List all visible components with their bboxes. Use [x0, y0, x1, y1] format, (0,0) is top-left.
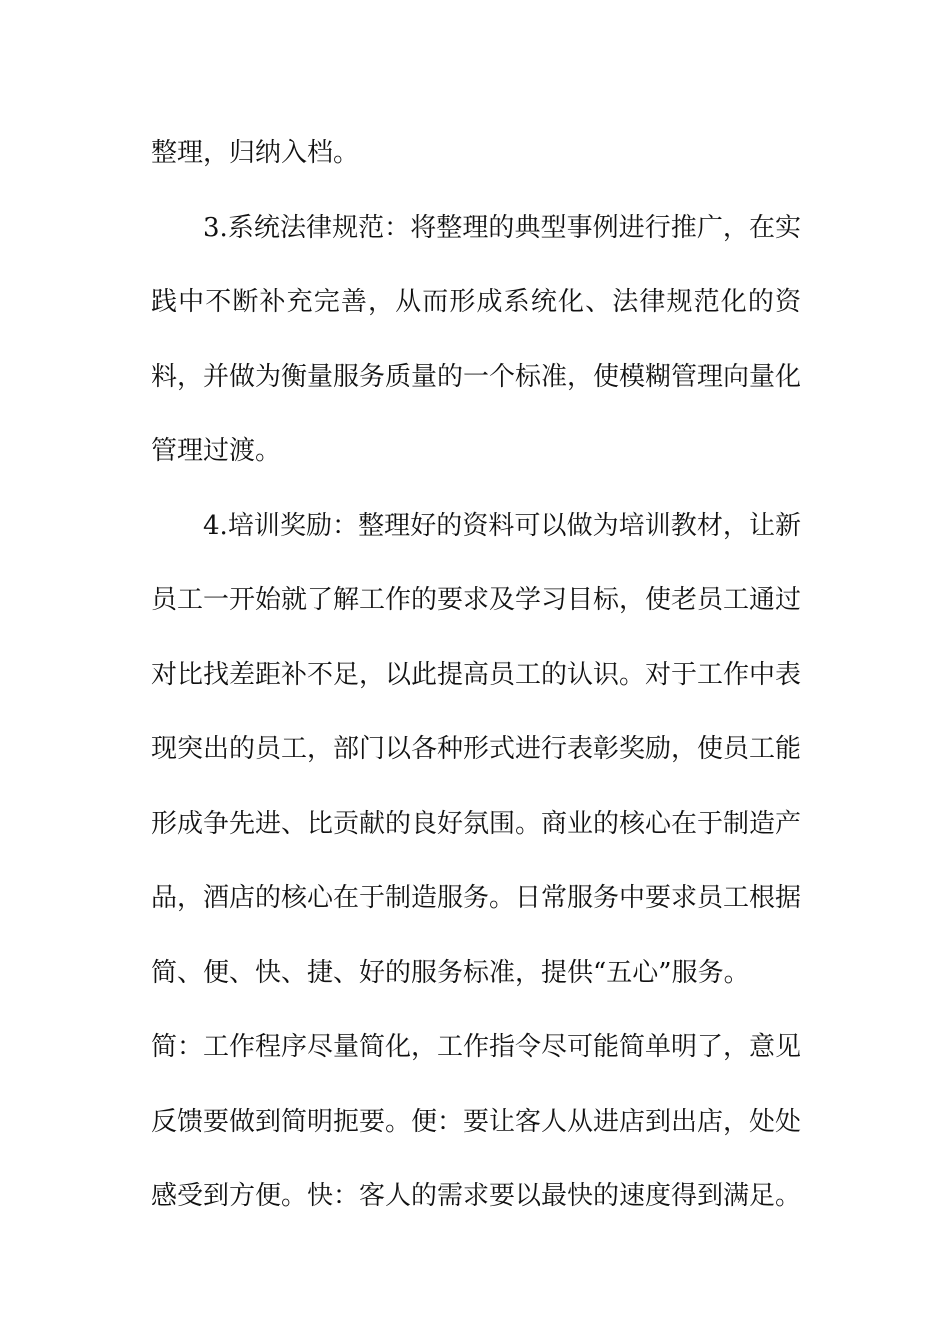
- text-line: 践中不断补充完善，从而形成系统化、法律规范化的资: [151, 287, 801, 317]
- text-line: 感受到方便。快：客人的需求要以最快的速度得到满足。: [151, 1181, 801, 1211]
- body-text: [151, 133, 801, 1251]
- text-line: 管理过渡。: [151, 436, 282, 466]
- text-line: 3.系统法律规范：将整理的典型事例进行推广，在实: [203, 212, 801, 243]
- text-line: 对比找差距补不足，以此提高员工的认识。对于工作中表: [151, 659, 801, 690]
- text-line: 简：工作程序尽量简化，工作指令尽可能简单明了，意见: [151, 1032, 801, 1062]
- text-line: 料，并做为衡量服务质量的一个标准，使模糊管理向量化: [151, 361, 801, 392]
- text-line: 简、便、快、捷、好的服务标准，提供“五心”服务。: [151, 957, 750, 988]
- text-line: 形成争先进、比贡献的良好氛围。商业的核心在于制造产: [151, 808, 801, 839]
- text-line: 整理，归纳入档。: [151, 138, 360, 168]
- text-line: 4.培训奖励：整理好的资料可以做为培训教材，让新: [203, 510, 801, 541]
- text-line: 员工一开始就了解工作的要求及学习目标，使老员工通过: [151, 585, 801, 615]
- text-line: 品，酒店的核心在于制造服务。日常服务中要求员工根据: [151, 883, 801, 913]
- text-line: 反馈要做到简明扼要。便：要让客人从进店到出店，处处: [151, 1106, 801, 1137]
- text-line: 现突出的员工，部门以各种形式进行表彰奖励，使员工能: [151, 734, 801, 764]
